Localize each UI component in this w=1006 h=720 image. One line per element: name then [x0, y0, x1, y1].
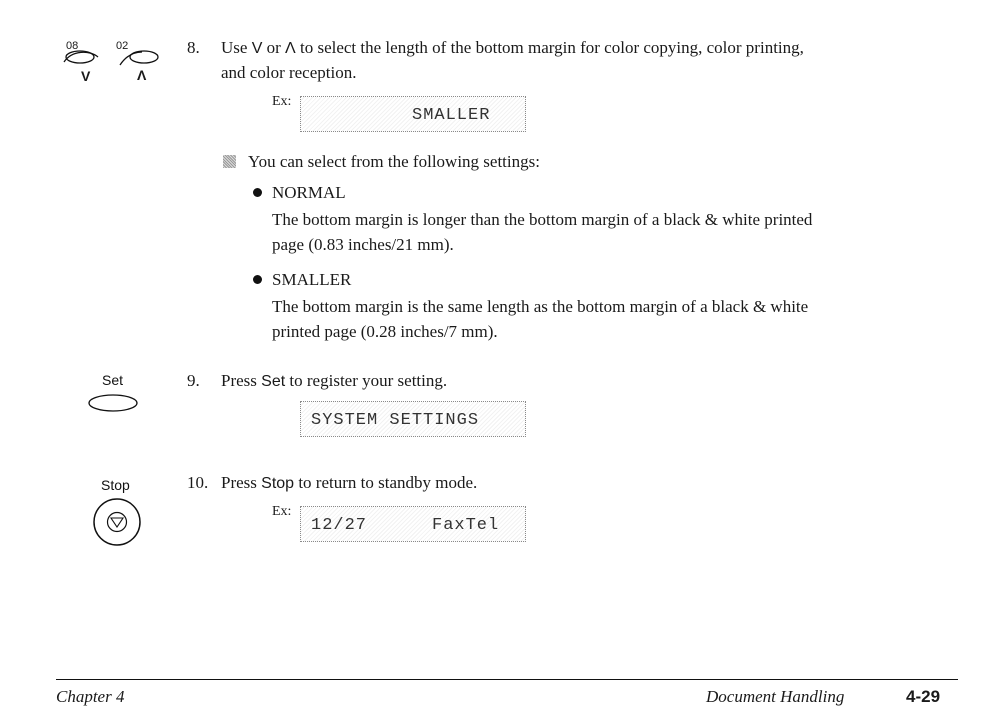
- lcd-display-system-settings: [300, 401, 526, 437]
- stop-key-ref: Stop: [261, 475, 295, 492]
- note-icon: [223, 155, 236, 168]
- lcd-text-smaller: SMALLER: [412, 106, 491, 125]
- set-key-illustration: [84, 368, 154, 418]
- step-10-pre: Press: [221, 473, 262, 492]
- bullet-icon: [253, 188, 262, 197]
- option-smaller-desc-line2: printed page (0.28 inches/7 mm).: [272, 322, 498, 341]
- stop-key-illustration: [84, 474, 154, 554]
- step-10-ex-label: Ex:: [272, 504, 292, 519]
- step-8-post: to select the length of the bottom margin for color copying, color printing,: [295, 38, 804, 57]
- up-arrow-key-icon: Λ: [137, 67, 147, 83]
- step-10-number: 10.: [187, 473, 209, 492]
- set-key-label: Set: [102, 372, 124, 388]
- step-8-line2: and color reception.: [221, 63, 357, 82]
- footer-rule: [56, 679, 958, 680]
- step-8-number: 8.: [187, 38, 200, 57]
- lcd-display-smaller: [300, 96, 526, 132]
- footer-chapter: Chapter 4: [56, 687, 125, 706]
- down-arrow-key-icon: V: [81, 68, 91, 84]
- stop-key-label: Stop: [101, 477, 130, 493]
- note-intro: You can select from the following settings:: [248, 152, 540, 171]
- step-8-ex-label: Ex:: [272, 94, 292, 109]
- key-number-08: 08: [66, 40, 79, 52]
- step-9-number: 9.: [187, 371, 200, 390]
- option-normal-desc-line1: The bottom margin is longer than the bottom margin of a black & white printed: [272, 210, 813, 229]
- down-key-ref: V: [251, 40, 263, 57]
- option-smaller-name: SMALLER: [272, 270, 352, 289]
- lcd-text-mode: FaxTel: [432, 516, 500, 535]
- arrow-keys-illustration: [60, 38, 180, 88]
- arrow-keys-ovals-icon: [60, 38, 180, 88]
- option-normal-desc-line2: page (0.83 inches/21 mm).: [272, 235, 454, 254]
- footer-section: Document Handling: [706, 687, 845, 706]
- page-number: 4-29: [906, 687, 941, 706]
- lcd-text-system-settings: SYSTEM SETTINGS: [311, 411, 480, 430]
- lcd-display-standby: [300, 506, 526, 542]
- step-8-pre: Use: [221, 38, 252, 57]
- step-10-text: [221, 470, 477, 496]
- stop-key-icon: [84, 496, 154, 552]
- step-8-or: or: [262, 38, 286, 57]
- option-smaller-desc-line1: The bottom margin is the same length as the bottom margin of a black & white: [272, 297, 809, 316]
- option-normal-name: NORMAL: [272, 183, 346, 202]
- bullet-icon: [253, 275, 262, 284]
- lcd-text-date: 12/27: [311, 516, 368, 535]
- set-key-ref: Set: [261, 373, 286, 390]
- step-9-text: [221, 368, 447, 394]
- step-9-post: to register your setting.: [285, 371, 448, 390]
- step-8-line1: [221, 35, 804, 61]
- set-key-icon: [84, 392, 144, 416]
- step-10-post: to return to standby mode.: [294, 473, 478, 492]
- key-number-02: 02: [116, 40, 129, 52]
- up-key-ref: Λ: [285, 40, 296, 57]
- step-9-pre: Press: [221, 371, 262, 390]
